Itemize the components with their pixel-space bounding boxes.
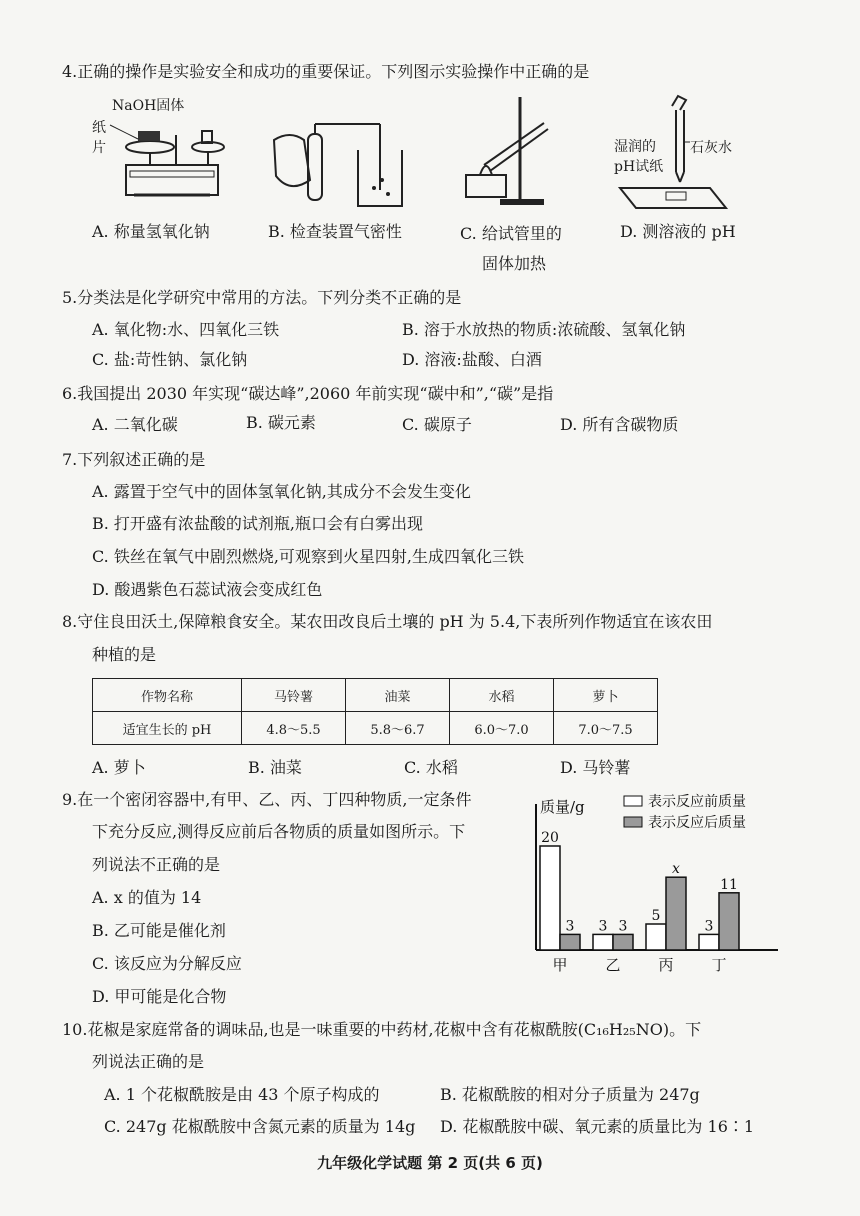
bar-before-0	[540, 846, 560, 950]
q6-option-c: C. 碳原子	[402, 415, 472, 434]
wet-label-2: pH试纸	[614, 159, 664, 175]
bars-group	[540, 830, 739, 974]
q5-option-a: A. 氧化物:水、四氧化三铁	[92, 320, 280, 339]
bar-after-1	[613, 934, 633, 950]
table-cell: 水稻	[450, 679, 554, 712]
q5-stem: 5.分类法是化学研究中常用的方法。下列分类不正确的是	[62, 288, 462, 307]
q7-option-d: D. 酸遇紫色石蕊试液会变成红色	[92, 580, 323, 599]
q7-option-c: C. 铁丝在氧气中剧烈燃烧,可观察到火星四射,生成四氧化三铁	[92, 547, 525, 566]
mass-bar-chart	[522, 784, 784, 984]
q9-stem-line2: 下充分反应,测得反应前后各物质的质量如图所示。下	[92, 822, 466, 841]
q8-option-b: B. 油菜	[248, 758, 302, 777]
category-label: 乙	[605, 956, 621, 974]
q7-option-a: A. 露置于空气中的固体氢氧化钠,其成分不会发生变化	[92, 482, 471, 501]
table-row	[93, 712, 658, 745]
q6-option-b: B. 碳元素	[246, 413, 316, 432]
airtightness-figure	[270, 110, 410, 210]
legend-swatch-before	[624, 796, 642, 806]
page-footer: 九年级化学试题 第 2 页(共 6 页)	[317, 1154, 543, 1172]
table-cell: 7.0～7.5	[554, 712, 658, 745]
category-label: 丁	[711, 956, 727, 974]
q8-option-a: A. 萝卜	[92, 758, 146, 777]
q4-stem: 4.正确的操作是实验安全和成功的重要保证。下列图示实验操作中正确的是	[62, 62, 590, 81]
naoh-label: NaOH固体	[112, 98, 185, 114]
table-header-row	[93, 679, 658, 712]
bar-after-0	[560, 934, 580, 950]
q4-option-d: D. 测溶液的 pH	[620, 222, 736, 241]
q9-option-c: C. 该反应为分解反应	[92, 954, 242, 973]
table-cell: 萝卜	[554, 679, 658, 712]
table-cell: 5.8～6.7	[346, 712, 450, 745]
bar-value-label: 11	[720, 876, 738, 893]
q7-stem: 7.下列叙述正确的是	[62, 450, 206, 469]
q4-option-a: A. 称量氢氧化钠	[92, 222, 210, 241]
q5-option-d: D. 溶液:盐酸、白酒	[402, 350, 542, 369]
paper-label-2: 片	[92, 140, 106, 156]
bar-value-label: 3	[565, 918, 575, 935]
q8-option-c: C. 水稻	[404, 758, 458, 777]
q9-stem-line3: 列说法不正确的是	[92, 855, 221, 874]
bar-value-label: 3	[598, 918, 608, 935]
heating-figure	[460, 95, 560, 210]
bar-after-2	[666, 877, 686, 950]
bar-value-label: x	[672, 861, 680, 878]
bar-before-2	[646, 924, 666, 950]
q10-option-d: D. 花椒酰胺中碳、氧元素的质量比为 16∶1	[440, 1117, 755, 1136]
y-axis-label: 质量/g	[540, 798, 585, 816]
table-cell: 作物名称	[93, 679, 242, 712]
q6-stem: 6.我国提出 2030 年实现“碳达峰”,2060 年前实现“碳中和”,“碳”是指	[62, 384, 554, 403]
q7-option-b: B. 打开盛有浓盐酸的试剂瓶,瓶口会有白雾出现	[92, 514, 424, 533]
q10-option-a: A. 1 个花椒酰胺是由 43 个原子构成的	[104, 1085, 380, 1104]
lime-label: 石灰水	[690, 140, 732, 156]
q8-stem-line2: 种植的是	[92, 645, 157, 664]
table-cell: 6.0～7.0	[450, 712, 554, 745]
bar-value-label: 3	[618, 918, 628, 935]
q10-stem-line1: 10.花椒是家庭常备的调味品,也是一味重要的中药材,花椒中含有花椒酰胺(C₁₆H₂₅NO)。下	[62, 1020, 702, 1039]
q4-option-b: B. 检查装置气密性	[268, 222, 402, 241]
bar-before-1	[593, 934, 613, 950]
paper-label-1: 纸	[92, 120, 106, 136]
q6-option-a: A. 二氧化碳	[92, 415, 178, 434]
q9-option-a: A. x 的值为 14	[92, 888, 202, 907]
q6-option-d: D. 所有含碳物质	[560, 415, 679, 434]
bar-before-3	[699, 934, 719, 950]
bar-value-label: 3	[704, 918, 714, 935]
table-cell: 油菜	[346, 679, 450, 712]
crop-ph-table	[92, 678, 658, 745]
table-cell: 4.8～5.5	[242, 712, 346, 745]
q9-stem-line1: 9.在一个密闭容器中,有甲、乙、丙、丁四种物质,一定条件	[62, 790, 472, 809]
category-label: 丙	[658, 956, 674, 974]
q8-stem-line1: 8.守住良田沃土,保障粮食安全。某农田改良后土壤的 pH 为 5.4,下表所列作物适宜在该农田	[62, 612, 713, 631]
legend-swatch-after	[624, 817, 642, 827]
q10-option-b: B. 花椒酰胺的相对分子质量为 247g	[440, 1085, 700, 1104]
q5-option-b: B. 溶于水放热的物质:浓硫酸、氢氧化钠	[402, 320, 686, 339]
category-label: 甲	[552, 956, 568, 974]
legend-label-after: 表示反应后质量	[648, 815, 746, 831]
q9-option-b: B. 乙可能是催化剂	[92, 921, 226, 940]
q4-option-c-line1: C. 给试管里的	[460, 224, 562, 243]
q10-option-c: C. 247g 花椒酰胺中含氮元素的质量为 14g	[104, 1117, 416, 1136]
q5-option-c: C. 盐:苛性钠、氯化钠	[92, 350, 248, 369]
q9-option-d: D. 甲可能是化合物	[92, 987, 227, 1006]
bar-value-label: 5	[651, 908, 661, 924]
table-cell: 马铃薯	[242, 679, 346, 712]
table-cell: 适宜生长的 pH	[93, 712, 242, 745]
q10-stem-line2: 列说法正确的是	[92, 1052, 205, 1071]
legend-label-before: 表示反应前质量	[648, 794, 746, 810]
bar-value-label: 20	[541, 830, 559, 846]
wet-label-1: 湿润的	[614, 139, 656, 155]
q4-option-c-line2: 固体加热	[482, 254, 547, 273]
bar-after-3	[719, 893, 739, 950]
q8-option-d: D. 马铃薯	[560, 758, 631, 777]
chart-svg	[522, 784, 784, 984]
